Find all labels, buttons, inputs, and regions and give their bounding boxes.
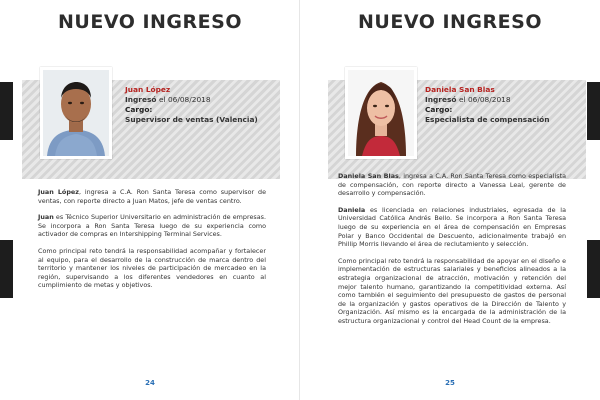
edge-tab xyxy=(0,82,13,140)
position-label: Cargo: xyxy=(425,105,453,114)
position-value: Especialista de compensación xyxy=(425,115,550,124)
joined-date: Ingresó el 06/08/2018 xyxy=(125,95,211,104)
employee-name: Daniela San Blas xyxy=(425,85,495,94)
employee-name: Juan López xyxy=(125,85,171,94)
profile-photo xyxy=(40,67,112,159)
paragraph: Daniela es licenciada en relaciones industriales, egresada de la Universidad Católica Andrés Bello. Se incorpora a Ron Santa Teresa luego de su experiencia en el área de compensación en Empresas Polar y Banco Occidental de Descuento, adicionalmente trabajó en Phillip Morris llevando el área de reclutamiento y selección. xyxy=(338,205,566,249)
profile-photo xyxy=(345,67,417,159)
edge-tab xyxy=(587,240,600,298)
edge-tab xyxy=(0,240,13,298)
position-label: Cargo: xyxy=(125,105,153,114)
man-portrait-icon xyxy=(43,70,109,156)
joined-date: Ingresó el 06/08/2018 xyxy=(425,95,511,104)
page-number: 25 xyxy=(445,379,455,387)
profile-info xyxy=(425,85,549,125)
page-right xyxy=(300,0,600,400)
page-title: NUEVO INGRESO xyxy=(58,11,242,33)
page-title: NUEVO INGRESO xyxy=(358,11,542,33)
profile-info xyxy=(125,85,258,125)
edge-tab xyxy=(587,82,600,140)
page-number: 24 xyxy=(145,379,155,387)
profile-body xyxy=(38,188,266,298)
paragraph: Juan López, ingresa a C.A. Ron Santa Teresa como supervisor de ventas, con reporte directo a Juan Matos, jefe de ventas centro. xyxy=(38,188,267,205)
paragraph: Daniela San Blas, ingresa a C.A. Ron Santa Teresa como especialista de compensación, con reporte directo a Vanessa Leal, gerente de desarrollo y compensación. xyxy=(338,172,566,198)
paragraph: Como principal reto tendrá la responsabilidad de apoyar en el diseño e implementación de estructuras salariales y beneficios alineados a la estrategia organizacional de atracción, motivación y retención del mejor talento humano, garantizando la competitividad externa. Así como también el seguimiento del presupuesto de gastos de personal de la organización y gastos operativos de la Dirección de Talento y Organización. Así mismo es la encargada de la administración de la estructura organizacional y control del Head Count de la empresa. xyxy=(338,256,566,325)
paragraph: Juan es Técnico Superior Universitario en administración de empresas. Se incorpora a Ron Santa Teresa luego de su experiencia como activador de compras en Intershipping Terminal Services. xyxy=(38,213,266,239)
position-value: Supervisor de ventas (Valencia) xyxy=(125,115,258,124)
paragraph: Como principal reto tendrá la responsabilidad acompañar y fortalecer al equipo, para el desarrollo de la construcción de marca dentro del territorio y mantener los niveles de participación de mercadeo en la región, supervisando a los diferentes vendedores en cuanto al cumplimiento de metas y objetivos. xyxy=(38,246,266,290)
profile-body xyxy=(338,172,566,334)
woman-portrait-icon xyxy=(348,70,414,156)
